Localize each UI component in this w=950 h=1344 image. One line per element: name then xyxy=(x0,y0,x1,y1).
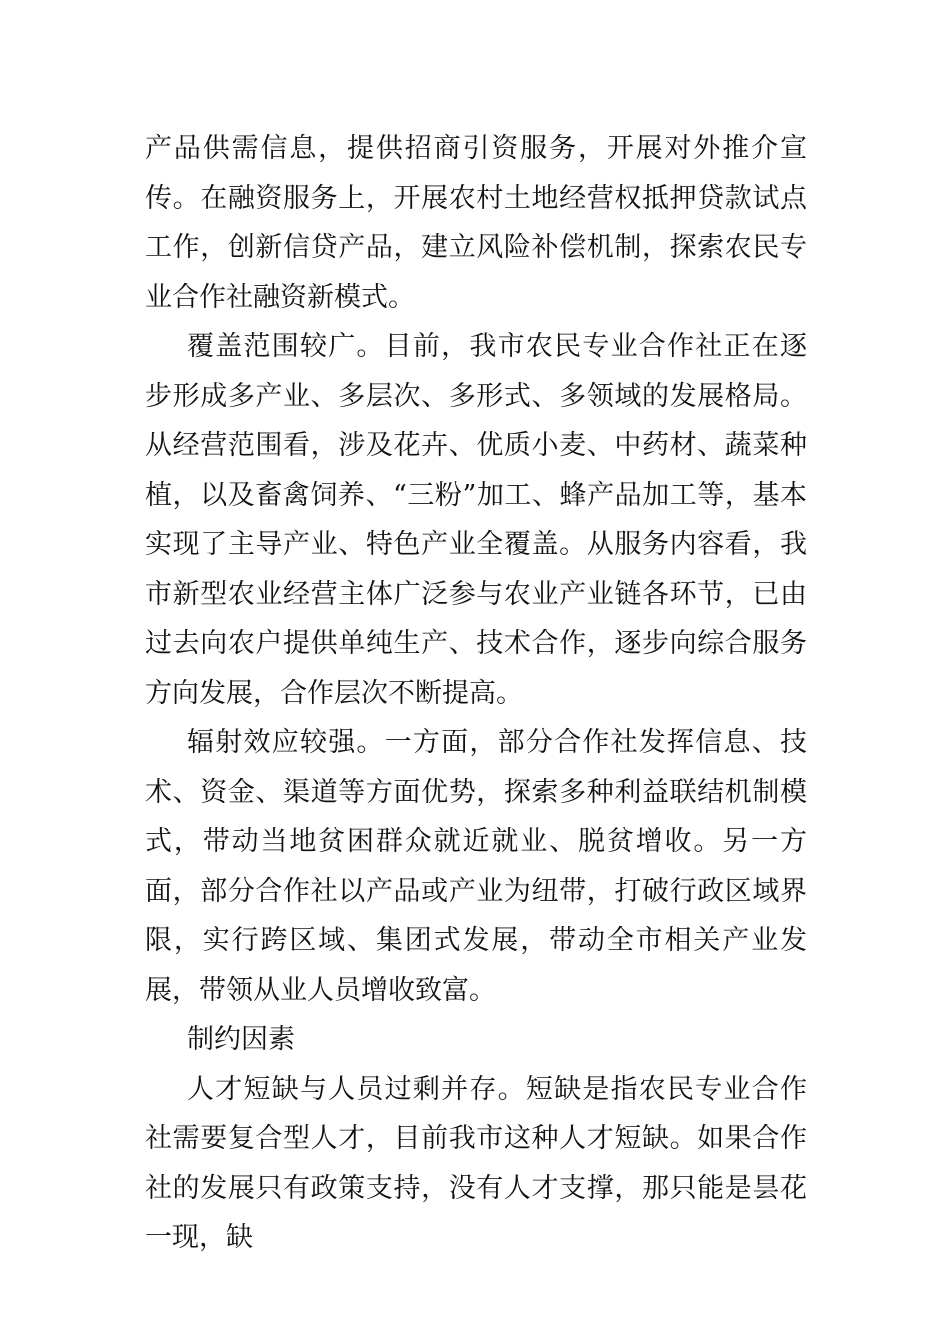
paragraph-talent-shortage: 人才短缺与人员过剩并存。短缺是指农民专业合作社需要复合型人才，目前我市这种人才短缺。如果合作社的发展只有政策支持，没有人才支撑，那只能是昙花一现，缺 xyxy=(145,1073,807,1253)
document-body xyxy=(145,124,807,1263)
paragraph-radiation-effect: 辐射效应较强。一方面，部分合作社发挥信息、技术、资金、渠道等方面优势，探索多种利益联结机制模式，带动当地贫困群众就近就业、脱贫增收。另一方面，部分合作社以产品或产业为纽带，打破行政区域界限，实行跨区域、集团式发展，带动全市相关产业发展，带领从业人员增收致富。 xyxy=(145,727,807,1006)
section-heading-constraints: 制约因素 xyxy=(187,1024,295,1055)
paragraph-wide-coverage: 覆盖范围较广。目前，我市农民专业合作社正在逐步形成多产业、多层次、多形式、多领域的发展格局。从经营范围看，涉及花卉、优质小麦、中药材、蔬菜种植，以及畜禽饲养、“三粉”加工、蜂产品加工等，基本实现了主导产业、特色产业全覆盖。从服务内容看，我市新型农业经营主体广泛参与农业产业链各环节，已由过去向农户提供单纯生产、技术合作，逐步向综合服务方向发展，合作层次不断提高。 xyxy=(145,331,807,709)
paragraph-financing-services: 产品供需信息，提供招商引资服务，开展对外推介宣传。在融资服务上，开展农村土地经营权抵押贷款试点工作，创新信贷产品，建立风险补偿机制，探索农民专业合作社融资新模式。 xyxy=(145,133,807,313)
